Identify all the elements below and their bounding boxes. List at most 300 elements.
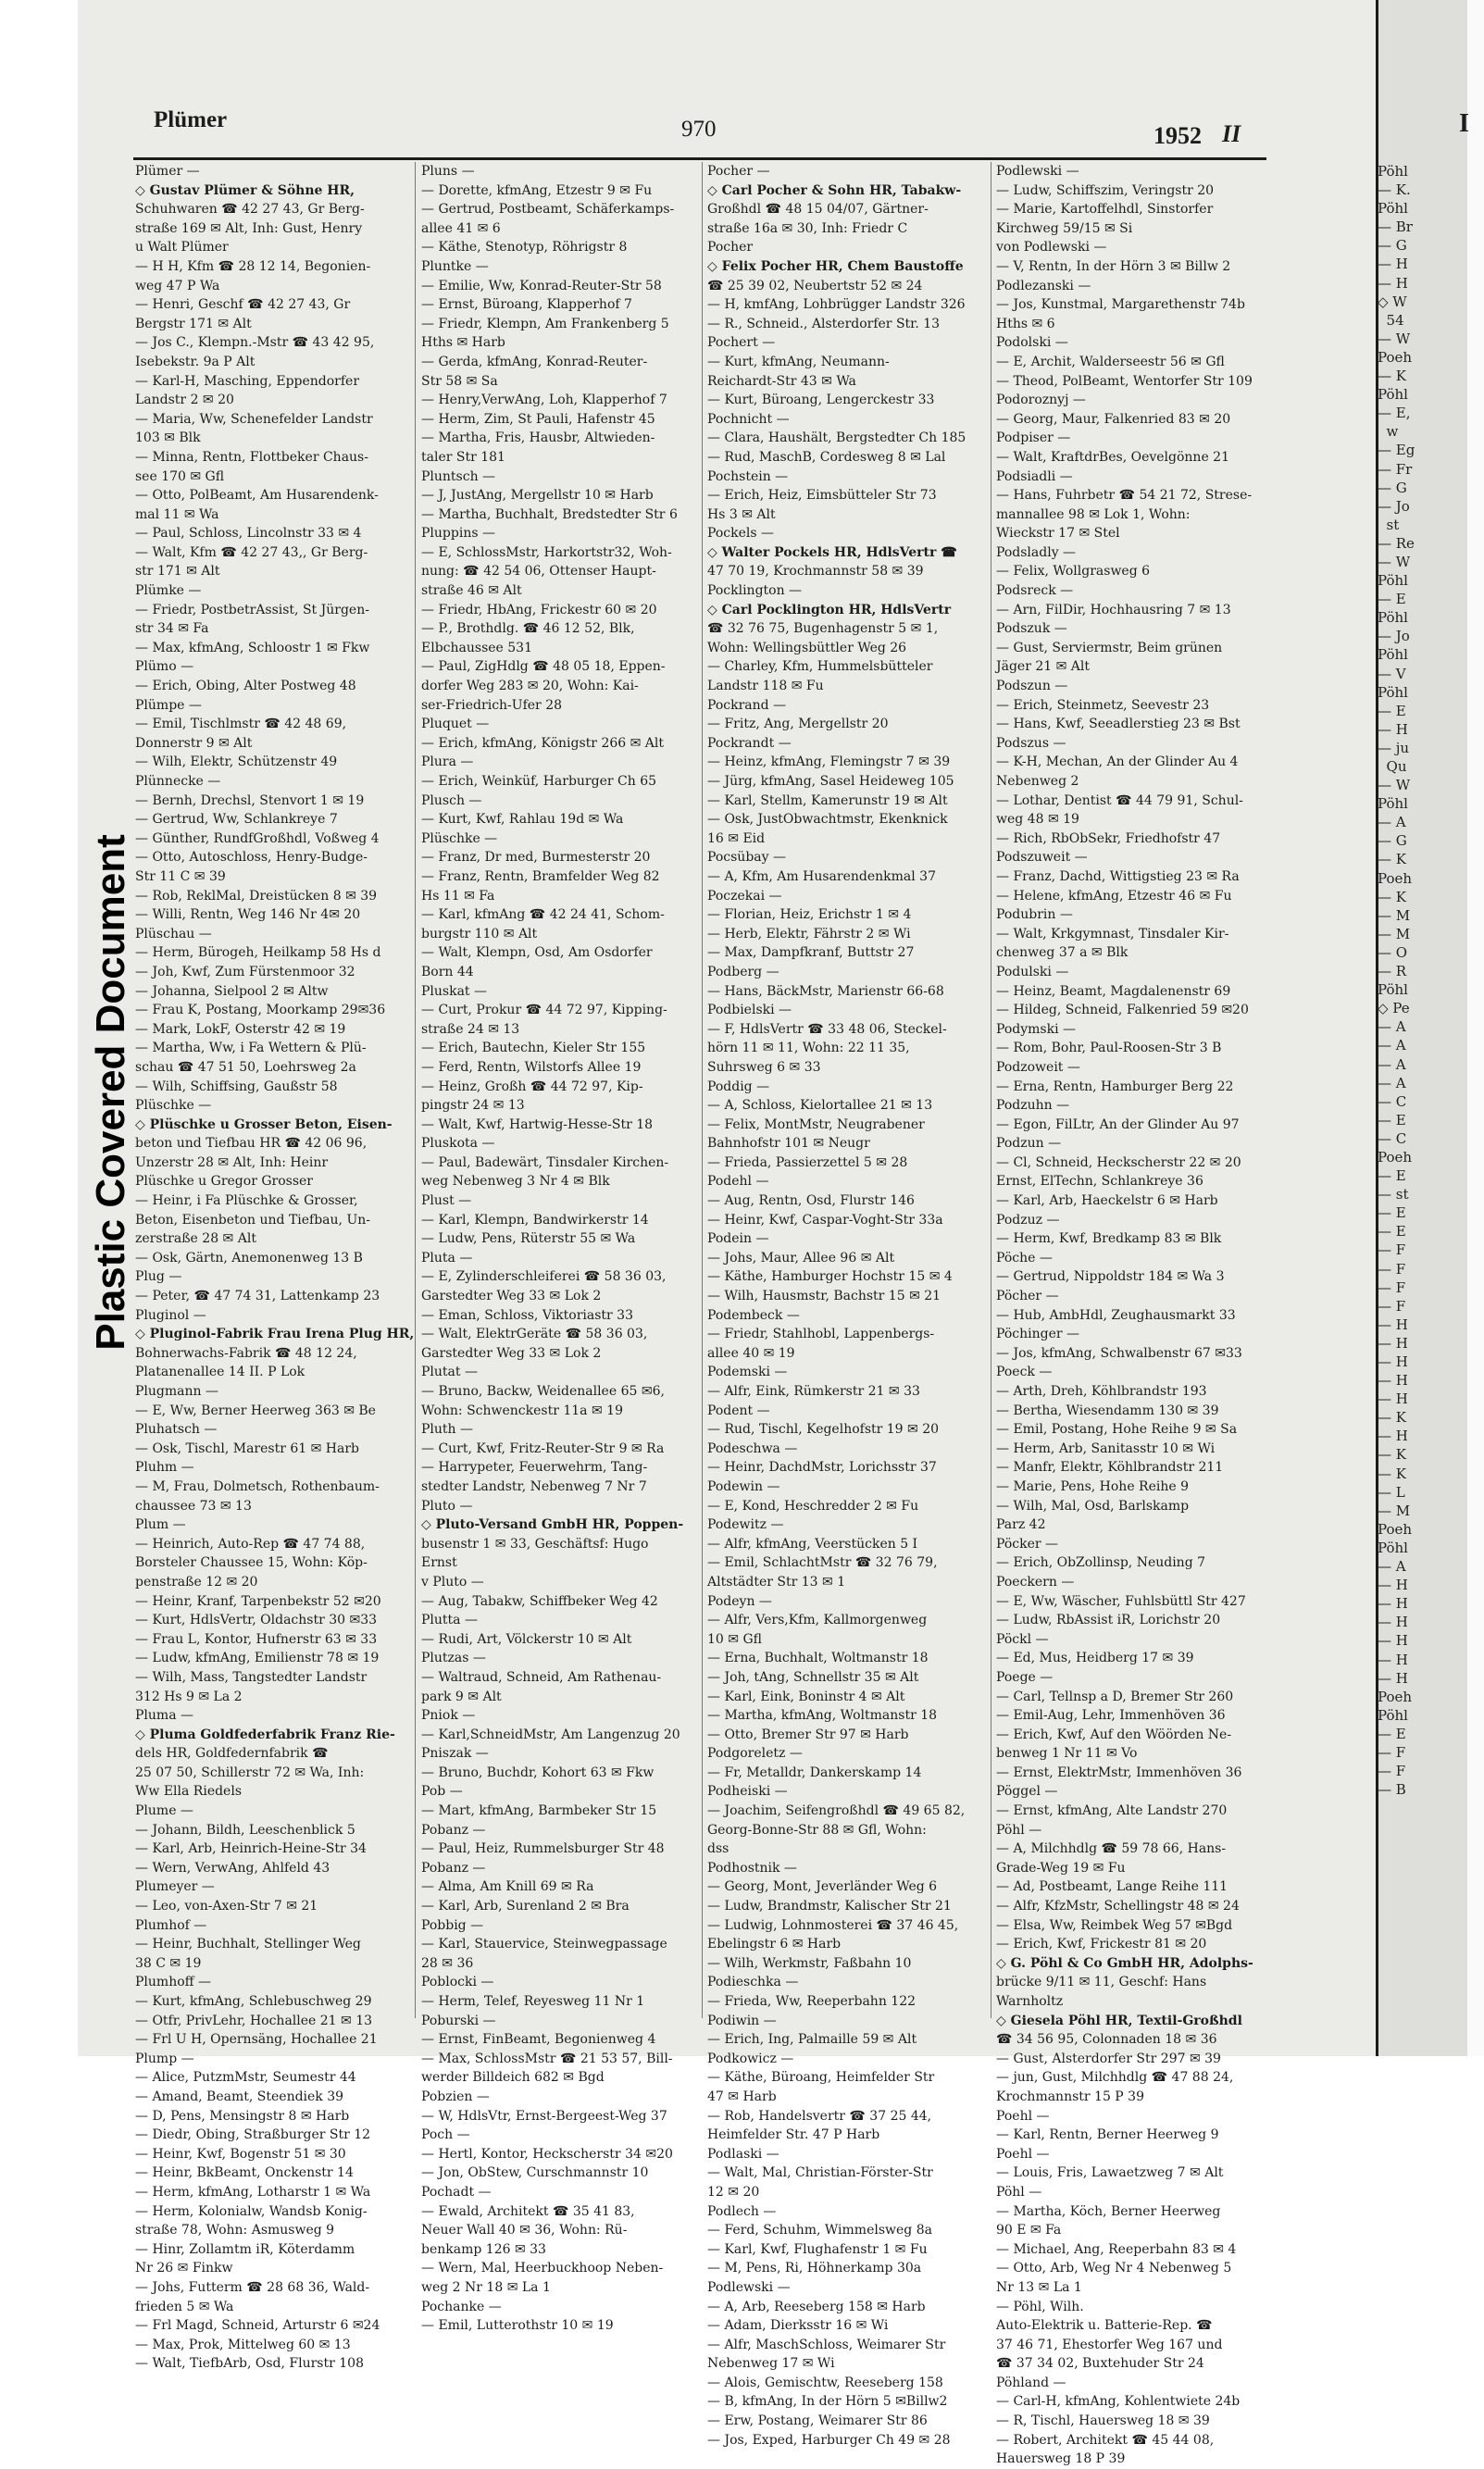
directory-entry: — Herm, Bürogeh, Heilkamp 58 Hs d	[135, 945, 381, 961]
directory-entry: ◇ Carl Pocher & Sohn HR, Tabakw-	[707, 182, 962, 198]
directory-entry: — Ludwig, Lohnmosterei ☎ 37 46 45,	[707, 1917, 959, 1933]
directory-entry: — D, Pens, Mensingstr 8 ✉ Harb	[135, 2108, 350, 2124]
directory-entry: — F, HdlsVertr ☎ 33 48 06, Steckel-	[707, 1021, 947, 1037]
directory-entry: — Carl, Tellnsp a D, Bremer Str 260	[996, 1689, 1234, 1704]
directory-entry: busenstr 1 ✉ 33, Geschäftsf: Hugo	[421, 1536, 649, 1552]
directory-entry: frieden 5 ✉ Wa	[135, 2299, 234, 2314]
directory-entry: — Ludw, RbAssist iR, Lorichstr 20	[996, 1613, 1221, 1628]
directory-entry: — Herm, Kwf, Bredkamp 83 ✉ Blk	[996, 1231, 1222, 1247]
page-number: 970	[681, 117, 717, 142]
directory-entry: — Otfr, PrivLehr, Hochallee 21 ✉ 13	[135, 2013, 373, 2028]
directory-entry: ◇ Giesela Pöhl HR, Textil-Großhdl	[996, 2013, 1242, 2028]
directory-entry: weg 48 ✉ 19	[996, 812, 1079, 828]
directory-entry: Pochnicht —	[707, 411, 790, 427]
directory-entry: — Ed, Mus, Heidberg 17 ✉ 39	[996, 1651, 1194, 1666]
directory-entry: — Florian, Heiz, Erichstr 1 ✉ 4	[707, 907, 912, 923]
directory-entry: Podieschka —	[707, 1975, 799, 1990]
directory-entry: Platanenallee 14 II. P Lok	[135, 1365, 306, 1380]
directory-entry: Pocsübay —	[707, 850, 786, 866]
directory-entry: — Egon, FilLtr, An der Glinder Au 97	[996, 1116, 1240, 1132]
directory-entry: — Karl,SchneidMstr, Am Langenzug 20	[421, 1727, 680, 1742]
directory-entry: Pocher	[707, 240, 754, 256]
directory-entry: — Frau K, Postang, Moorkamp 29✉36	[135, 1003, 386, 1018]
directory-entry: — Johann, Bildh, Leeschenblick 5	[135, 1822, 355, 1838]
directory-entry: — Emil, SchlachtMstr ☎ 32 76 79,	[707, 1555, 938, 1571]
directory-entry: — Arn, FilDir, Hochhausring 7 ✉ 13	[996, 602, 1231, 617]
directory-entry: allee 40 ✉ 19	[707, 1345, 795, 1361]
directory-entry: Borsteler Chaussee 15, Wohn: Köp-	[135, 1555, 368, 1571]
directory-entry: — Heinr, BkBeamt, Onckenstr 14	[135, 2165, 354, 2181]
directory-entry: Plutta —	[421, 1613, 478, 1628]
directory-entry: — Manfr, Elektr, Köhlbrandstr 211	[996, 1460, 1224, 1476]
directory-entry: benweg 1 Nr 11 ✉ Vo	[996, 1746, 1138, 1762]
directory-entry: 28 ✉ 36	[421, 1955, 474, 1971]
directory-entry: Landstr 118 ✉ Fu	[707, 679, 824, 694]
directory-entry: Pluskota —	[421, 1136, 495, 1152]
directory-entry: — Heinr, Kwf, Bogenstr 51 ✉ 30	[135, 2146, 346, 2162]
directory-entry: 312 Hs 9 ✉ La 2	[135, 1689, 243, 1704]
directory-entry: — Diedr, Obing, Straßburger Str 12	[135, 2127, 371, 2143]
directory-entry: Pöcker —	[996, 1536, 1059, 1552]
directory-entry: Bohnerwachs-Fabrik ☎ 48 12 24,	[135, 1345, 357, 1361]
directory-entry: Pochert —	[707, 335, 776, 351]
directory-entry: — Johs, Futterm ☎ 28 68 36, Wald-	[135, 2279, 370, 2295]
directory-entry: — Walt, KraftdrBes, Oevelgönne 21	[996, 449, 1229, 465]
directory-entry: — Otto, PolBeamt, Am Husarendenk-	[135, 488, 379, 504]
directory-entry: — Heinr, DachdMstr, Lorichsstr 37	[707, 1460, 937, 1476]
directory-entry: — Hans, Fuhrbetr ☎ 54 21 72, Strese-	[996, 488, 1253, 504]
directory-entry: straße 16a ✉ 30, Inh: Friedr C	[707, 220, 908, 236]
directory-entry: Pöggel —	[996, 1784, 1058, 1800]
directory-entry: — Heinr, Kranf, Tarpenbekstr 52 ✉20	[135, 1593, 381, 1609]
directory-entry: — Fritz, Ang, Mergellstr 20	[707, 717, 889, 732]
directory-entry: — Harrypeter, Feuerwehrm, Tang-	[421, 1460, 648, 1476]
directory-entry: Poch —	[421, 2127, 470, 2143]
directory-entry: Poege —	[996, 1669, 1054, 1685]
directory-entry: — Elsa, Ww, Reimbek Weg 57 ✉Bgd	[996, 1917, 1233, 1933]
directory-entry: Bahnhofstr 101 ✉ Neugr	[707, 1136, 870, 1152]
directory-entry: — E, Zylinderschleiferei ☎ 58 36 03,	[421, 1269, 667, 1285]
directory-entry: weg 2 Nr 18 ✉ La 1	[421, 2279, 551, 2295]
directory-entry: — Emil, Tischlmstr ☎ 42 48 69,	[135, 717, 347, 732]
directory-entry: Altstädter Str 13 ✉ 1	[707, 1574, 846, 1590]
directory-entry: — Walt, Kwf, Hartwig-Hesse-Str 18	[421, 1116, 654, 1132]
directory-entry: Pöhl —	[996, 1822, 1042, 1838]
directory-entry: — Martha, Fris, Hausbr, Altwieden-	[421, 430, 655, 446]
directory-entry: — Helene, kfmAng, Etzestr 46 ✉ Fu	[996, 888, 1232, 904]
directory-entry: — Robert, Architekt ☎ 45 44 08,	[996, 2432, 1215, 2448]
directory-entry: — Henri, Geschf ☎ 42 27 43, Gr	[135, 297, 351, 313]
directory-entry: — Felix, MontMstr, Neugrabener	[707, 1116, 925, 1132]
directory-entry: Pocher —	[707, 164, 770, 179]
directory-entry: — Frieda, Ww, Reeperbahn 122	[707, 1994, 917, 2009]
directory-entry: Hauersweg 18 P 39	[996, 2451, 1126, 2467]
directory-entry: Pluquet —	[421, 717, 490, 732]
directory-entry: — M, Frau, Dolmetsch, Rothenbaum-	[135, 1478, 380, 1494]
directory-entry: — Hub, AmbHdl, Zeughausmarkt 33	[996, 1307, 1236, 1323]
directory-entry: — Waltraud, Schneid, Am Rathenau-	[421, 1669, 662, 1685]
directory-entry: — Käthe, Hamburger Hochstr 15 ✉ 4	[707, 1269, 953, 1285]
directory-entry: — P., Brothdlg. ☎ 46 12 52, Blk,	[421, 621, 635, 637]
directory-entry: ◇ Gustav Plümer & Söhne HR,	[135, 182, 355, 198]
directory-entry: — V, Rentn, In der Hörn 3 ✉ Billw 2	[996, 258, 1231, 274]
directory-entry: Podolski —	[996, 335, 1068, 351]
directory-entry: Podlewski —	[996, 164, 1079, 179]
directory-entry: — Jos, Exped, Harburger Ch 49 ✉ 28	[707, 2432, 951, 2448]
directory-entry: — Alfr, Vers,Kfm, Kallmorgenweg	[707, 1613, 928, 1628]
directory-entry: Ernst	[421, 1555, 457, 1571]
header-rule	[133, 157, 1266, 160]
directory-entry: — Lothar, Dentist ☎ 44 79 91, Schul-	[996, 792, 1243, 808]
directory-entry: 16 ✉ Eid	[707, 830, 766, 846]
directory-entry: — Erich, Heiz, Eimsbütteler Str 73	[707, 488, 937, 504]
directory-entry: — Walt, Mal, Christian-Förster-Str	[707, 2165, 933, 2181]
directory-entry: ☎ 34 56 95, Colonnaden 18 ✉ 36	[996, 2032, 1217, 2048]
directory-entry: Schuhwaren ☎ 42 27 43, Gr Berg-	[135, 202, 365, 218]
directory-entry: — Pöhl, Wilh.	[996, 2299, 1084, 2314]
directory-entry: Pockels —	[707, 526, 775, 542]
directory-entry: — Frau L, Kontor, Hufnerstr 63 ✉ 33	[135, 1631, 378, 1647]
directory-entry: — Fr, Metalldr, Dankerskamp 14	[707, 1764, 922, 1780]
directory-entry: Garstedter Weg 33 ✉ Lok 2	[421, 1289, 602, 1304]
directory-entry: straße 24 ✉ 13	[421, 1021, 520, 1037]
directory-entry: Podsiadli —	[996, 468, 1073, 484]
directory-entry: Plum —	[135, 1517, 186, 1533]
directory-entry: — Clara, Haushält, Bergstedter Ch 185	[707, 430, 966, 446]
directory-entry: — Joh, tAng, Schnellstr 35 ✉ Alt	[707, 1669, 919, 1685]
directory-entry: Pluhatsch —	[135, 1422, 218, 1438]
directory-entry: Plüschke u Gregor Grosser	[135, 1174, 313, 1190]
directory-entry: Bergstr 171 ✉ Alt	[135, 316, 252, 331]
directory-entry: — Erich, Bautechn, Kieler Str 155	[421, 1041, 646, 1056]
directory-entry: Plünnecke —	[135, 774, 221, 789]
directory-entry: — Max, Prok, Mittelweg 60 ✉ 13	[135, 2337, 351, 2352]
directory-entry: — Martha, Buchhalt, Bredstedter Str 6	[421, 506, 678, 522]
directory-entry: — Mart, kfmAng, Barmbeker Str 15	[421, 1803, 657, 1819]
directory-entry: Plüschke —	[421, 830, 498, 846]
directory-entry: Podlaski —	[707, 2146, 779, 2162]
directory-entry: — H, kmfAng, Lohbrügger Landstr 326	[707, 297, 966, 313]
directory-entry: ◇ G. Pöhl & Co GmbH HR, Adolphs-	[996, 1955, 1253, 1971]
directory-entry: Podein —	[707, 1231, 769, 1247]
directory-entry: — Alfr, KfzMstr, Schellingstr 48 ✉ 24	[996, 1899, 1240, 1914]
directory-entry: Hs 3 ✉ Alt	[707, 506, 776, 522]
directory-entry: — Emil-Aug, Lehr, Immenhöven 36	[996, 1708, 1226, 1724]
directory-entry: Plüschke —	[135, 1098, 212, 1114]
directory-entry: — jun, Gust, Milchhdlg ☎ 47 88 24,	[996, 2070, 1234, 2086]
directory-entry: Beton, Eisenbeton und Tiefbau, Un-	[135, 1212, 370, 1228]
directory-entry: — Herm, Kolonialw, Wandsb Konig-	[135, 2203, 368, 2219]
directory-entry: — Käthe, Büroang, Heimfelder Str	[707, 2070, 935, 2086]
directory-entry: — Friedr, HbAng, Frickestr 60 ✉ 20	[421, 602, 657, 617]
directory-entry: pingstr 24 ✉ 13	[421, 1098, 525, 1114]
directory-entry: Wohn: Schwenckestr 11a ✉ 19	[421, 1403, 623, 1418]
directory-entry: — A, Milchhdlg ☎ 59 78 66, Hans-	[996, 1841, 1227, 1857]
directory-entry: — Erich, Kwf, Frickestr 81 ✉ 20	[996, 1937, 1207, 1952]
directory-entry: — Herb, Elektr, Fährstr 2 ✉ Wi	[707, 926, 911, 941]
directory-entry: Pöcher —	[996, 1289, 1059, 1304]
directory-entry: — Kurt, kfmAng, Neumann-	[707, 354, 890, 369]
next-page-header-fragment: I	[1459, 109, 1469, 138]
directory-entry: Pluth —	[421, 1422, 474, 1438]
directory-entry: Pobzien —	[421, 2089, 490, 2104]
directory-entry: Plümo —	[135, 659, 194, 675]
directory-entry: Pluta —	[421, 1250, 473, 1266]
directory-entry: Pluppins —	[421, 526, 495, 542]
directory-entry: — K-H, Mechan, An der Glinder Au 4	[996, 754, 1239, 770]
directory-entry: Podszuk —	[996, 621, 1067, 637]
directory-entry: — Karl, Klempn, Bandwirkerstr 14	[421, 1212, 649, 1228]
directory-entry: Podlewski —	[707, 2279, 791, 2295]
directory-entry: — Ludw, Pens, Rüterstr 55 ✉ Wa	[421, 1231, 636, 1247]
directory-entry: — Martha, Köch, Berner Heerweg	[996, 2203, 1221, 2219]
directory-entry: — Frl Magd, Schneid, Arturstr 6 ✉24	[135, 2318, 380, 2334]
directory-entry: taler Str 181	[421, 449, 505, 465]
directory-entry: beton und Tiefbau HR ☎ 42 06 96,	[135, 1136, 368, 1152]
directory-entry: Podgoreletz —	[707, 1746, 803, 1762]
directory-entry: Großhdl ☎ 48 15 04/07, Gärtner-	[707, 202, 929, 218]
directory-entry: Pöhland —	[996, 2375, 1066, 2390]
directory-entry: — Gertrud, Ww, Schlankreye 7	[135, 812, 338, 828]
directory-entry: — Erich, ObZollinsp, Neuding 7	[996, 1555, 1206, 1571]
directory-entry: — Karl, Rentn, Berner Heerweg 9	[996, 2127, 1219, 2143]
directory-entry: Podszun —	[996, 679, 1068, 694]
directory-entry: — Erich, kfmAng, Königstr 266 ✉ Alt	[421, 735, 665, 751]
directory-entry: — Adam, Dierksstr 16 ✉ Wi	[707, 2318, 889, 2334]
directory-entry: — Leo, von-Axen-Str 7 ✉ 21	[135, 1899, 318, 1914]
directory-entry: straße 78, Wohn: Asmusweg 9	[135, 2223, 335, 2238]
directory-entry: von Podlewski —	[996, 240, 1107, 256]
directory-entry: — Heinz, Beamt, Magdalenenstr 69	[996, 983, 1231, 999]
directory-entry: Plumeyer —	[135, 1879, 215, 1895]
directory-entry: — Emil, Postang, Hohe Reihe 9 ✉ Sa	[996, 1422, 1238, 1438]
directory-entry: — A, Kfm, Am Husarendenkmal 37	[707, 868, 936, 884]
directory-entry: — Joachim, Seifengroßhdl ☎ 49 65 82,	[707, 1803, 966, 1819]
directory-entry: 37 46 71, Ehestorfer Weg 167 und	[996, 2337, 1223, 2352]
directory-entry: ☎ 32 76 75, Bugenhagenstr 5 ✉ 1,	[707, 621, 939, 637]
directory-entry: Pluns —	[421, 164, 475, 179]
directory-entry: — Walt, Krkgymnast, Tinsdaler Kir-	[996, 926, 1229, 941]
directory-entry: — Emil, Lutterothstr 10 ✉ 19	[421, 2318, 614, 2334]
directory-entry: Pluginol —	[135, 1307, 206, 1323]
directory-entry: ☎ 25 39 02, Neubertstr 52 ✉ 24	[707, 278, 923, 293]
directory-entry: — Alois, Gemischtw, Reeseberg 158	[707, 2375, 943, 2390]
directory-entry: — Erna, Buchhalt, Woltmanstr 18	[707, 1651, 929, 1666]
directory-entry: Podzun —	[996, 1136, 1062, 1152]
directory-entry: — Georg, Mont, Jeverländer Weg 6	[707, 1879, 938, 1895]
directory-entry: — E, Ww, Wäscher, Fuhlsbüttl Str 427	[996, 1593, 1246, 1609]
directory-entry: Nebenweg 2	[996, 774, 1079, 789]
directory-entry: — Jos C., Klempn.-Mstr ☎ 43 42 95,	[135, 335, 375, 351]
directory-entry: Plüschau —	[135, 926, 212, 941]
directory-entry: — Kurt, Büroang, Lengerckestr 33	[707, 393, 935, 408]
directory-entry: — Jos, Kunstmal, Margarethenstr 74b	[996, 297, 1245, 313]
directory-entry: mannallee 98 ✉ Lok 1, Wohn:	[996, 506, 1191, 522]
directory-entry: Podewitz —	[707, 1517, 784, 1533]
directory-entry: Podkowicz —	[707, 2051, 794, 2066]
directory-entry: Plümke —	[135, 583, 202, 599]
directory-entry: Donnerstr 9 ✉ Alt	[135, 735, 253, 751]
directory-entry: Pöckl —	[996, 1631, 1049, 1647]
directory-entry: Poburski —	[421, 2013, 496, 2028]
directory-entry: Podeschwa —	[707, 1440, 798, 1456]
directory-entry: Pöche —	[996, 1250, 1053, 1266]
directory-entry: Ebelingstr 6 ✉ Harb	[707, 1937, 842, 1952]
directory-entry: — Carl-H, kfmAng, Kohlentwiete 24b	[996, 2394, 1241, 2410]
directory-entry: Podzoweit —	[996, 1059, 1080, 1075]
directory-entry: Landstr 2 ✉ 20	[135, 393, 234, 408]
directory-entry: — Max, SchlossMstr ☎ 21 53 57, Bill-	[421, 2051, 673, 2066]
directory-entry: Suhrsweg 6 ✉ 33	[707, 1059, 821, 1075]
directory-entry: — Paul, ZigHdlg ☎ 48 05 18, Eppen-	[421, 659, 666, 675]
directory-entry: — Johanna, Sielpool 2 ✉ Altw	[135, 983, 329, 999]
directory-entry: str 34 ✉ Fa	[135, 621, 209, 637]
directory-entry: — Rich, RbObSekr, Friedhofstr 47	[996, 830, 1221, 846]
directory-entry: — Rom, Bohr, Paul-Roosen-Str 3 B	[996, 1041, 1222, 1056]
directory-entry: Nebenweg 17 ✉ Wi	[707, 2356, 835, 2372]
directory-entry: — Günther, RundfGroßhdl, Voßweg 4	[135, 830, 380, 846]
directory-entry: — Erich, Kwf, Auf den Wöörden Ne-	[996, 1727, 1232, 1742]
directory-entry: Pocklington —	[707, 583, 803, 599]
directory-entry: burgstr 110 ✉ Alt	[421, 926, 538, 941]
directory-entry: — Karl, Kwf, Flughafenstr 1 ✉ Fu	[707, 2241, 928, 2257]
directory-entry: — Alma, Am Knill 69 ✉ Ra	[421, 1879, 594, 1895]
directory-entry: — Ad, Postbeamt, Lange Reihe 111	[996, 1879, 1228, 1895]
directory-entry: — Erich, Ing, Palmaille 59 ✉ Alt	[707, 2032, 917, 2048]
directory-entry: — E, Ww, Berner Heerweg 363 ✉ Be	[135, 1403, 376, 1418]
directory-entry: 10 ✉ Gfl	[707, 1631, 762, 1647]
directory-entry: — W, HdlsVtr, Ernst-Bergeest-Weg 37	[421, 2108, 667, 2124]
directory-entry: — Johs, Maur, Allee 96 ✉ Alt	[707, 1250, 895, 1266]
directory-entry: Pniok —	[421, 1708, 476, 1724]
directory-entry: Isebekstr. 9a P Alt	[135, 354, 256, 369]
directory-entry: allee 41 ✉ 6	[421, 220, 501, 236]
directory-entry: Hths ✉ Harb	[421, 335, 505, 351]
directory-entry: Wieckstr 17 ✉ Stel	[996, 526, 1120, 542]
directory-entry: str 171 ✉ Alt	[135, 564, 220, 580]
directory-entry: — Louis, Fris, Lawaetzweg 7 ✉ Alt	[996, 2165, 1224, 2181]
directory-entry: — Cl, Schneid, Heckscherstr 22 ✉ 20	[996, 1154, 1241, 1170]
directory-entry: — Alice, PutzmMstr, Seumestr 44	[135, 2070, 356, 2086]
directory-entry: mal 11 ✉ Wa	[135, 506, 219, 522]
directory-entry: — H H, Kfm ☎ 28 12 14, Begonien-	[135, 258, 371, 274]
directory-entry: Podehl —	[707, 1174, 769, 1190]
directory-entry: — Erna, Rentn, Hamburger Berg 22	[996, 1079, 1234, 1094]
directory-entry: Pluntsch —	[421, 468, 496, 484]
directory-entry: — B, kfmAng, In der Hörn 5 ✉Billw2	[707, 2394, 948, 2410]
directory-entry: — Hildeg, Schneid, Falkenried 59 ✉20	[996, 1003, 1249, 1018]
directory-entry: — Aug, Rentn, Osd, Flurstr 146	[707, 1193, 915, 1209]
directory-entry: u Walt Plümer	[135, 240, 229, 256]
directory-entry: — Georg, Maur, Falkenried 83 ✉ 20	[996, 411, 1231, 427]
directory-entry: Pobanz —	[421, 1860, 486, 1876]
directory-entry: — Wilh, Mass, Tangstedter Landstr	[135, 1669, 368, 1685]
directory-entry: Plumhof —	[135, 1917, 207, 1933]
directory-entry: Poeckern —	[996, 1574, 1075, 1590]
directory-entry: — Paul, Heiz, Rummelsburger Str 48	[421, 1841, 665, 1857]
header-year: 1952	[1154, 122, 1202, 149]
directory-entry: Pockrand —	[707, 697, 787, 713]
directory-entry: — Karl, Arb, Surenland 2 ✉ Bra	[421, 1899, 630, 1914]
directory-entry: Pobbig —	[421, 1917, 484, 1933]
directory-entry: nung: ☎ 42 54 06, Ottenser Haupt-	[421, 564, 656, 580]
directory-entry: dels HR, Goldfedernfabrik ☎	[135, 1746, 329, 1762]
directory-entry: — E, SchlossMstr, Harkortstr32, Woh-	[421, 544, 672, 560]
directory-entry: — Curt, Kwf, Fritz-Reuter-Str 9 ✉ Ra	[421, 1440, 665, 1456]
directory-entry: Reichardt-Str 43 ✉ Wa	[707, 373, 856, 389]
directory-entry: Plutzas —	[421, 1651, 486, 1666]
directory-entry: 47 ✉ Harb	[707, 2089, 777, 2104]
directory-entry: Podzuhn —	[996, 1098, 1070, 1114]
directory-entry: — Erich, Obing, Alter Postweg 48	[135, 679, 356, 694]
directory-entry: Poehl —	[996, 2108, 1050, 2124]
directory-entry: ☎ 37 34 02, Buxtehuder Str 24	[996, 2356, 1204, 2372]
directory-entry: ◇ Walter Pockels HR, HdlsVertr ☎	[707, 544, 957, 560]
directory-entry: — Herm, Zim, St Pauli, Hafenstr 45	[421, 411, 655, 427]
directory-entry: Plust —	[421, 1193, 472, 1209]
directory-entry: — Rudi, Art, Völckerstr 10 ✉ Alt	[421, 1631, 632, 1647]
directory-entry: — Marie, Pens, Hohe Reihe 9	[996, 1478, 1190, 1494]
directory-entry: Plume —	[135, 1803, 193, 1819]
directory-entry: — Marie, Kartoffelhdl, Sinstorfer	[996, 202, 1214, 218]
directory-entry: — Felix, Wollgrasweg 6	[996, 564, 1151, 580]
directory-entry: Pobanz —	[421, 1822, 486, 1838]
directory-entry: ser-Friedrich-Ufer 28	[421, 697, 563, 713]
directory-entry: Hs 11 ✉ Fa	[421, 888, 495, 904]
directory-entry: — Rob, Handelsvertr ☎ 37 25 44,	[707, 2108, 932, 2124]
directory-entry: Pochanke —	[421, 2299, 502, 2314]
directory-entry: Podoroznyj —	[996, 393, 1086, 408]
directory-entry: Podulski —	[996, 964, 1069, 979]
directory-entry: — Ernst, ElektrMstr, Immenhöven 36	[996, 1764, 1242, 1780]
directory-entry: — Ferd, Schuhm, Wimmelsweg 8a	[707, 2223, 932, 2238]
directory-entry: Podszuweit —	[996, 850, 1088, 866]
directory-entry: Poblocki —	[421, 1975, 494, 1990]
directory-entry: — Bertha, Wiesendamm 130 ✉ 39	[996, 1403, 1219, 1418]
directory-entry: Plümpe —	[135, 697, 202, 713]
directory-entry: — Paul, Badewärt, Tinsdaler Kirchen-	[421, 1154, 669, 1170]
directory-entry: — Käthe, Stenotyp, Röhrigstr 8	[421, 240, 628, 256]
directory-entry: — Curt, Prokur ☎ 44 72 97, Kipping-	[421, 1003, 667, 1018]
directory-entry: — Karl, Eink, Boninstr 4 ✉ Alt	[707, 1689, 905, 1704]
directory-entry: — Otto, Arb, Weg Nr 4 Nebenweg 5	[996, 2261, 1232, 2276]
directory-entry: — M, Pens, Ri, Höhnerkamp 30a	[707, 2261, 922, 2276]
directory-entry: park 9 ✉ Alt	[421, 1689, 502, 1704]
directory-entry: Podbielski —	[707, 1003, 792, 1018]
directory-entry: — Ernst, kfmAng, Alte Landstr 270	[996, 1803, 1228, 1819]
directory-entry: 90 E ✉ Fa	[996, 2223, 1062, 2238]
directory-entry: — Willi, Rentn, Weg 146 Nr 4✉ 20	[135, 907, 361, 923]
directory-entry: — Gerda, kfmAng, Konrad-Reuter-	[421, 354, 648, 369]
directory-entry: — Herm, Telef, Reyesweg 11 Nr 1	[421, 1994, 645, 2009]
directory-entry: Ww Ella Riedels	[135, 1784, 243, 1800]
directory-entry: Poeck —	[996, 1365, 1053, 1380]
directory-entry: — Friedr, Stahlhobl, Lappenbergs-	[707, 1327, 935, 1342]
directory-entry: — Aug, Tabakw, Schiffbeker Weg 42	[421, 1593, 658, 1609]
header-volume: II	[1222, 120, 1241, 147]
directory-entry: 47 70 19, Krochmannstr 58 ✉ 39	[707, 564, 924, 580]
directory-entry: 38 C ✉ 19	[135, 1955, 202, 1971]
directory-entry: Georg-Bonne-Str 88 ✉ Gfl, Wohn:	[707, 1822, 927, 1838]
directory-entry: Auto-Elektrik u. Batterie-Rep. ☎	[996, 2318, 1213, 2334]
directory-entry: — Karl-H, Masching, Eppendorfer	[135, 373, 360, 389]
directory-entry: — Jos, kfmAng, Schwalbenstr 67 ✉33	[996, 1345, 1242, 1361]
directory-entry: — Heinr, Buchhalt, Stellinger Weg	[135, 1937, 361, 1952]
directory-entry: — Wern, VerwAng, Ahlfeld 43	[135, 1860, 330, 1876]
directory-entry: — Herm, Arb, Sanitasstr 10 ✉ Wi	[996, 1440, 1216, 1456]
directory-entry: — Jürg, kfmAng, Sasel Heideweg 105	[707, 774, 954, 789]
directory-entry: schau ☎ 47 51 50, Loehrsweg 2a	[135, 1059, 356, 1075]
